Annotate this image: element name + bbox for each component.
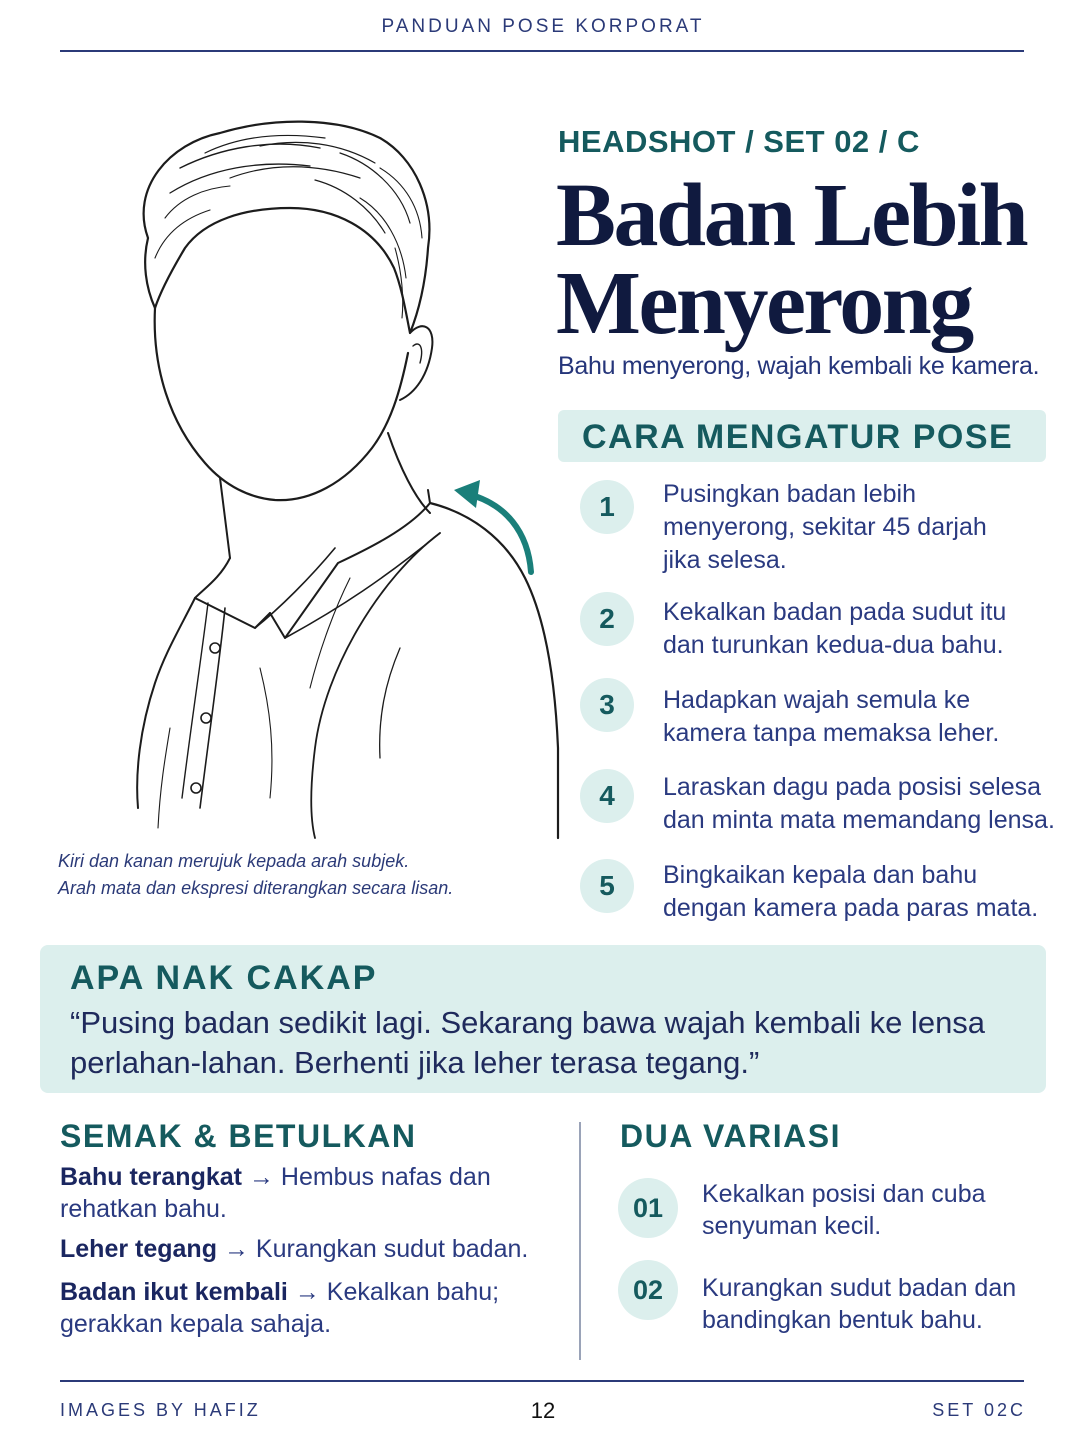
step-text: Hadapkan wajah semula ke kamera tanpa memaksa leher. — [663, 686, 1000, 747]
variation-item — [618, 1262, 1038, 1332]
arrow-icon: → — [294, 1278, 320, 1306]
variations-heading: DUA VARIASI — [620, 1118, 841, 1154]
caption-line: Arah mata dan ekspresi diterangkan secara lisan. — [58, 878, 454, 898]
checks-heading: SEMAK & BETULKAN — [60, 1118, 417, 1154]
check-fix: Kurangkan sudut badan. — [255, 1235, 529, 1263]
step-item — [580, 596, 1060, 666]
speech-quote: “Pusing badan sedikit lagi. Sekarang bawa wajah kembali ke lensa perlahan-lahan. Berhenti jika leher terasa tegang.” — [70, 1005, 986, 1080]
check-fix: Hembus nafas dan rehatkan bahu. — [60, 1163, 491, 1223]
variation-text: Kurangkan sudut badan dan bandingkan bentuk bahu. — [702, 1274, 1017, 1334]
step-text: Laraskan dagu pada posisi selesa dan minta mata memandang lensa. — [663, 773, 1055, 834]
check-fix: Kekalkan bahu; gerakkan kepala sahaja. — [60, 1278, 500, 1338]
step-number: 2 — [580, 592, 634, 646]
title-line: Badan Lebih — [556, 166, 1027, 265]
speech-heading: APA NAK CAKAP — [70, 959, 378, 997]
step-text: Pusingkan badan lebih menyerong, sekitar 45 darjah jika selesa. — [663, 480, 987, 574]
header-rule — [60, 50, 1024, 52]
footer-rule — [60, 1380, 1024, 1382]
check-problem: Bahu terangkat — [60, 1163, 242, 1191]
variation-number: 01 — [618, 1178, 678, 1238]
illustration-caption — [58, 848, 528, 902]
speech-panel — [40, 945, 1046, 1093]
step-number: 4 — [580, 769, 634, 823]
page-subtitle: Bahu menyerong, wajah kembali ke kamera. — [558, 352, 1040, 380]
guide-title: PANDUAN POSE KORPORAT — [381, 16, 705, 37]
footer-set-code: SET 02C — [932, 1400, 1026, 1420]
caption-line: Kiri dan kanan merujuk kepada arah subjek. — [58, 851, 410, 871]
page-title — [556, 166, 1066, 353]
check-item — [60, 1161, 500, 1225]
step-number: 5 — [580, 859, 634, 913]
step-number: 1 — [580, 480, 634, 534]
arrow-icon: → — [248, 1163, 274, 1191]
step-text: Bingkaikan kepala dan bahu dengan kamera pada paras mata. — [663, 861, 1039, 922]
variation-number: 02 — [618, 1260, 678, 1320]
column-divider — [579, 1122, 581, 1360]
footer-credit: IMAGES BY HAFIZ — [60, 1400, 261, 1420]
step-text: Kekalkan badan pada sudut itu dan turunkan kedua-dua bahu. — [663, 598, 1007, 659]
check-problem: Leher tegang — [60, 1235, 217, 1263]
set-eyebrow: HEADSHOT / SET 02 / C — [558, 124, 920, 159]
steps-heading: CARA MENGATUR POSE — [582, 418, 1014, 456]
steps-heading-panel — [558, 410, 1046, 462]
check-item — [60, 1276, 510, 1340]
step-item — [580, 771, 1060, 841]
check-item — [60, 1233, 540, 1265]
step-item — [580, 859, 1060, 929]
arrow-icon: → — [223, 1235, 249, 1263]
curved-arrow-icon — [446, 472, 546, 582]
page-number: 12 — [530, 1398, 556, 1423]
step-item — [580, 478, 1060, 578]
variation-item — [618, 1178, 1038, 1248]
step-number: 3 — [580, 678, 634, 732]
variation-text: Kekalkan posisi dan cuba senyuman kecil. — [702, 1180, 986, 1240]
title-line: Menyerong — [556, 254, 972, 353]
step-item — [580, 684, 1060, 754]
check-problem: Badan ikut kembali — [60, 1278, 288, 1306]
